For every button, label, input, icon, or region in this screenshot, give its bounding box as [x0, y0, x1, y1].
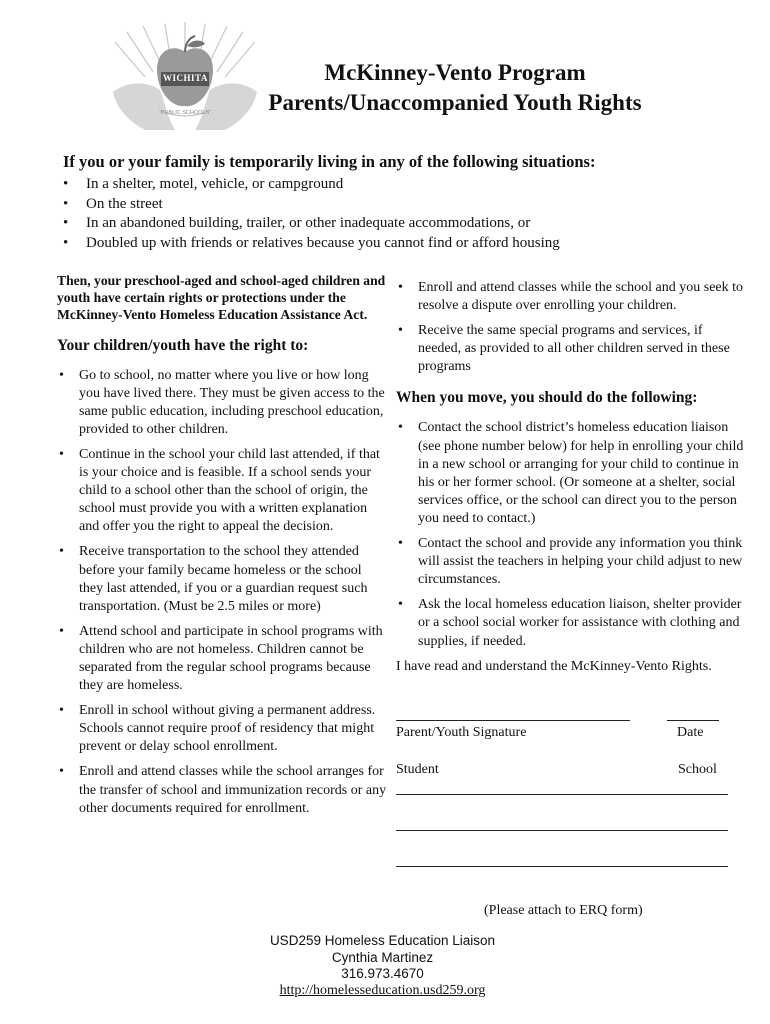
list-item: • Ask the local homeless education liaison, shelter provider or a school social worker for assistance with clothing and supplies, if needed.: [396, 596, 746, 650]
liaison-contact: [150, 933, 615, 999]
list-item: • Enroll and attend classes while the school and you seek to resolve a dispute over enrolling your children.: [396, 279, 746, 315]
list-item: • In an abandoned building, trailer, or other inadequate accommodations, or: [63, 214, 703, 234]
list-item: • Attend school and participate in school programs with children who are not homeless. Children cannot be separated from the regular school programs because they are homeless.: [57, 623, 387, 695]
date-label: Date: [677, 725, 704, 740]
situations-heading: If you or your family is temporarily living in any of the following situations:: [63, 152, 596, 171]
list-item: • In a shelter, motel, vehicle, or campground: [63, 175, 703, 195]
list-item: • Enroll and attend classes while the school arranges for the transfer of school and immunization records or any other documents required for enrollment.: [57, 763, 387, 817]
list-item: • Contact the school and provide any information you think will assist the teachers in helping your child adjust to new circumstances.: [396, 535, 746, 589]
rights-column-right: [396, 279, 746, 676]
list-item: • Doubled up with friends or relatives because you cannot find or afford housing: [63, 234, 703, 254]
list-item: • Continue in the school your child last attended, if that is your choice and is feasible. If a school sends your child to a school other than the school of origin, the school must provide you with a written explanation and offer you the right to appeal the decision.: [57, 446, 387, 536]
logo-arc-text: PUBLIC SCHOOLS: [160, 110, 210, 116]
student-school-line-1[interactable]: [396, 780, 728, 795]
move-list: [396, 419, 746, 650]
then-statement: Then, your preschool-aged and school-aged children and youth have certain rights or protections under the McKinney-Vento Homeless Education Assistance Act.: [57, 273, 386, 323]
rights-column-left: [57, 272, 387, 825]
attach-note: (Please attach to ERQ form): [484, 903, 643, 918]
list-item: • Go to school, no matter where you live or how long you have lived there. They must be given access to the same public education, including preschool education, provided to other children.: [57, 367, 387, 439]
liaison-website-link[interactable]: http://homelesseducation.usd259.org: [279, 982, 486, 998]
situations-section: [63, 152, 703, 253]
liaison-name: Cynthia Martinez: [331, 949, 434, 965]
rights-list: [57, 367, 387, 818]
list-item: • On the street: [63, 195, 703, 215]
title-line-2: Parents/Unaccompanied Youth Rights: [268, 90, 642, 115]
page-title: [240, 58, 670, 118]
logo-wordmark: WICHITA: [163, 73, 208, 83]
student-label: Student: [396, 762, 439, 777]
move-heading: When you move, you should do the following:: [396, 389, 698, 407]
rights-list-continued: [396, 279, 746, 376]
parent-signature-line[interactable]: [396, 706, 630, 721]
liaison-phone: 316.973.4670: [341, 966, 424, 981]
list-item: • Enroll in school without giving a permanent address. Schools cannot require proof of residency that might prevent or delay school enrollment.: [57, 702, 387, 756]
liaison-title: USD259 Homeless Education Liaison: [269, 933, 496, 948]
situations-list: [63, 175, 703, 253]
rights-heading: Your children/youth have the right to:: [57, 336, 309, 354]
list-item: • Receive transportation to the school they attended before your family became homeless or the school they last attended, if you or a guardian request such transportation. (Must be 2.5 miles or more): [57, 543, 387, 615]
school-label: School: [678, 762, 717, 777]
list-item: • Receive the same special programs and services, if needed, as provided to all other children served in these programs: [396, 322, 746, 376]
list-item: • Contact the school district’s homeless education liaison (see phone number below) for help in enrolling your child in a new school or arranging for your child to continue in his or her former school. (Or someone at a shelter, social services office, or the school can direct you to the person you need to contact.): [396, 419, 746, 528]
title-line-1: McKinney-Vento Program: [324, 60, 586, 85]
student-school-line-2[interactable]: [396, 816, 728, 831]
student-school-line-3[interactable]: [396, 852, 728, 867]
acknowledgement: I have read and understand the McKinney-Vento Rights.: [396, 658, 712, 674]
date-line[interactable]: [667, 706, 719, 721]
parent-signature-label: Parent/Youth Signature: [396, 725, 527, 740]
